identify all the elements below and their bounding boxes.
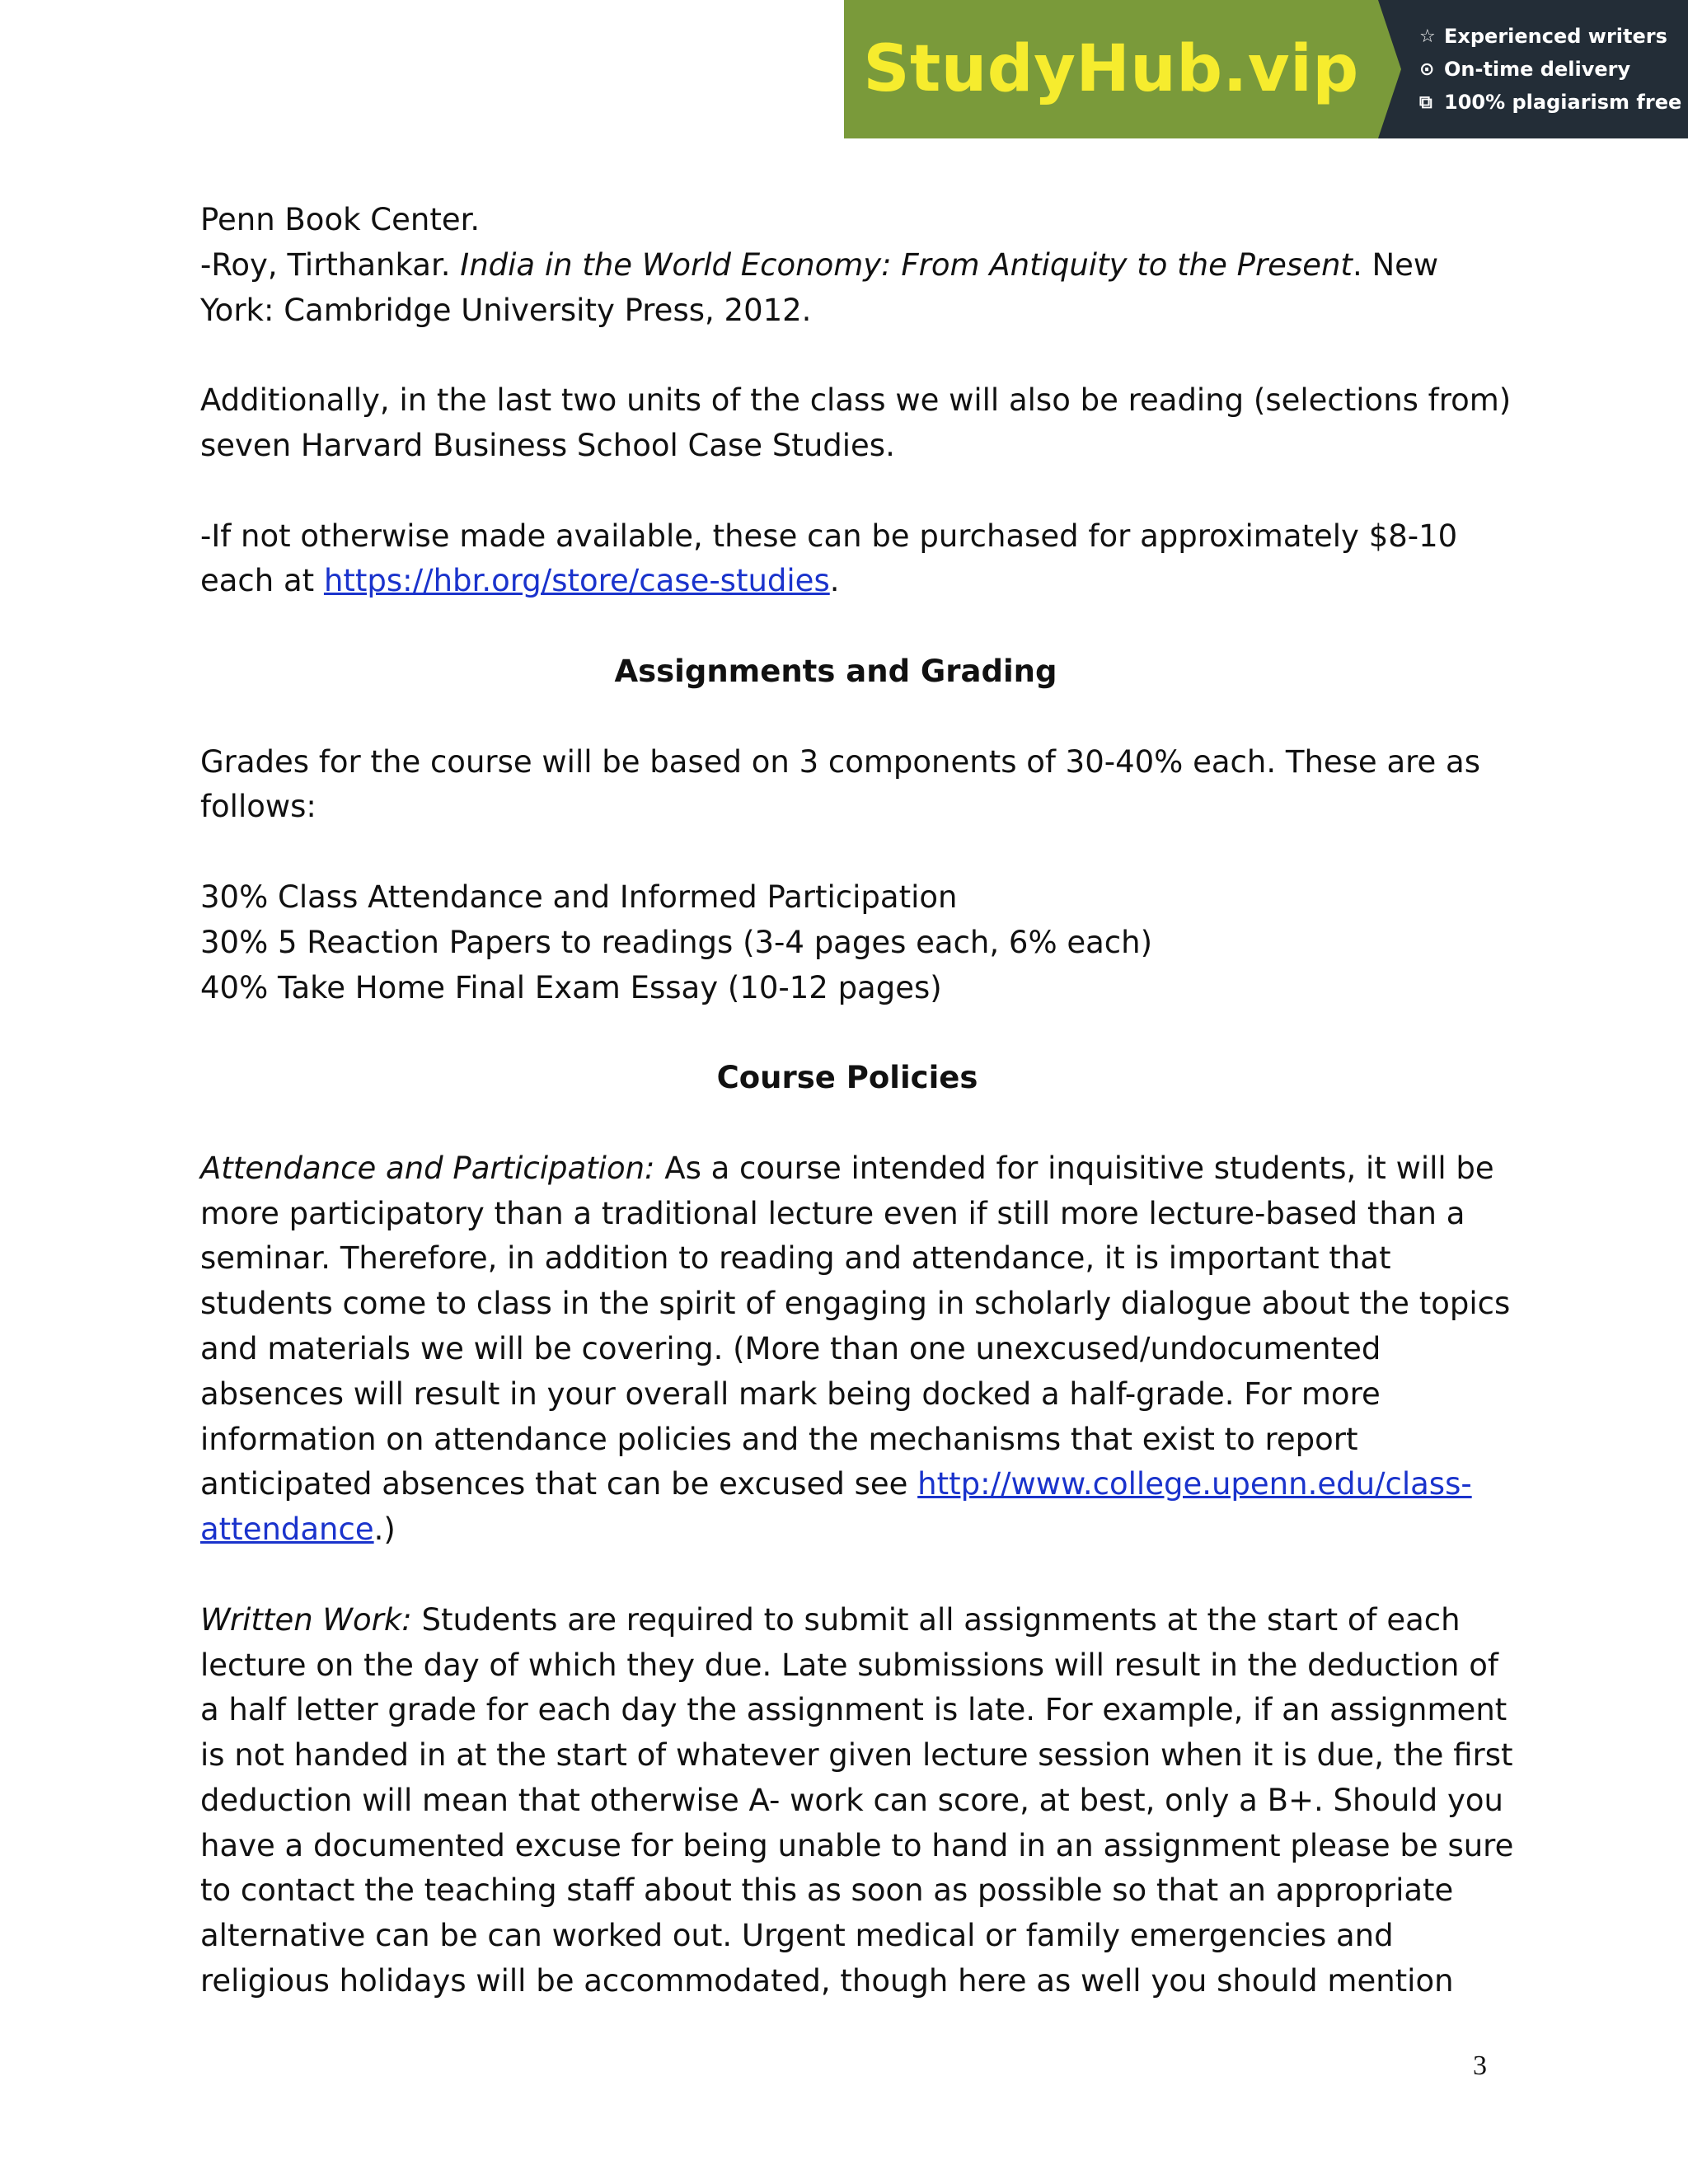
studyhub-banner[interactable] <box>844 0 1688 138</box>
banner-features <box>1401 0 1688 138</box>
written-line-2: lecture on the day of which they due. Late submissions will result in the deduction of <box>200 1647 1498 1683</box>
attendance-line-9 <box>200 1507 1494 1553</box>
attendance-line-5: and materials we will be covering. (More than one unexcused/undocumented <box>200 1330 1381 1366</box>
biblio-prefix: -Roy, Tirthankar. <box>200 246 461 283</box>
grades-intro-line-2: follows: <box>200 789 316 825</box>
attendance-line-8 <box>200 1462 1494 1507</box>
book-title: India in the World Economy: From Antiquity to the Present <box>460 246 1353 283</box>
biblio-line-2 <box>200 243 1494 288</box>
purchase-suffix: . <box>829 563 840 599</box>
brand-panel <box>844 0 1378 138</box>
feature-on-time-delivery <box>1419 53 1688 86</box>
purchase-line-1: -If not otherwise made available, these can be purchased for approximately $8-10 <box>200 518 1458 554</box>
grade-item: 40% Take Home Final Exam Essay (10-12 pages) <box>200 969 942 1005</box>
star-icon: ☆ <box>1419 26 1436 47</box>
attendance-line-4: students come to class in the spirit of engaging in scholarly dialogue about the topics <box>200 1286 1511 1322</box>
grades-intro-line-1: Grades for the course will be based on 3 components of 30-40% each. These are as <box>200 743 1481 780</box>
biblio-line-1: Penn Book Center. <box>200 202 481 237</box>
studyhub-logo[interactable]: StudyHub.vip <box>863 32 1359 106</box>
spacer <box>200 604 1494 649</box>
feature-label: Experienced writers <box>1444 25 1667 48</box>
hbr-case-studies-link[interactable]: https://hbr.org/store/case-studies <box>323 563 830 599</box>
feature-label: On-time delivery <box>1444 58 1631 81</box>
policies-heading: Course Policies <box>716 1060 978 1096</box>
upenn-attendance-link-part-2[interactable]: attendance <box>200 1511 374 1548</box>
spacer <box>200 830 1494 875</box>
biblio-suffix: . New <box>1352 246 1439 283</box>
additional-line-1: Additionally, in the last two units of the class we will also be reading (selections from) <box>200 382 1512 419</box>
written-line-5: deduction will mean that otherwise A- work can score, at best, only a B+. Should you <box>200 1782 1504 1818</box>
copy-icon: ⧉ <box>1419 91 1432 113</box>
spacer <box>200 333 1494 378</box>
feature-label: 100% plagiarism free <box>1444 91 1682 114</box>
written-label: Written Work: <box>200 1601 412 1638</box>
spacer <box>200 695 1494 740</box>
purchase-prefix: each at <box>200 563 324 599</box>
spacer <box>200 469 1494 514</box>
written-line-4: is not handed in at the start of whatever given lecture session when it is due, the first <box>200 1737 1513 1774</box>
feature-experienced-writers <box>1419 20 1688 53</box>
written-line-9: religious holidays will be accommodated, though here as well you should mention <box>200 1963 1454 1999</box>
spacer <box>200 1010 1494 1056</box>
attendance-text: anticipated absences that can be excused see <box>200 1466 918 1502</box>
written-line-7: to contact the teaching staff about this as soon as possible so that an appropriate <box>200 1872 1454 1909</box>
spacer <box>200 1553 1494 1598</box>
document-page <box>200 198 1514 2004</box>
written-line-1 <box>200 1598 1494 1643</box>
written-line-8: alternative can be can worked out. Urgent medical or family emergencies and <box>200 1918 1394 1954</box>
purchase-line-2 <box>200 559 1494 604</box>
upenn-attendance-link-part-1[interactable]: http://www.college.upenn.edu/class- <box>917 1466 1472 1502</box>
attendance-line-6: absences will result in your overall mark being docked a half-grade. For more <box>200 1376 1381 1412</box>
attendance-text: As a course intended for inquisitive students, it will be <box>654 1150 1494 1186</box>
additional-line-2: seven Harvard Business School Case Studies. <box>200 427 895 463</box>
spacer <box>200 1101 1494 1146</box>
attendance-text: .) <box>373 1511 396 1548</box>
written-text: Students are required to submit all assignments at the start of each <box>411 1601 1461 1638</box>
attendance-line-2: more participatory than a traditional lecture even if still more lecture-based than a <box>200 1195 1465 1231</box>
clock-icon: ⊙ <box>1419 59 1435 80</box>
grade-item: 30% Class Attendance and Informed Participation <box>200 879 958 915</box>
feature-plagiarism-free <box>1419 86 1688 119</box>
banner-divider-arrow <box>1378 0 1401 138</box>
grade-item: 30% 5 Reaction Papers to readings (3-4 pages each, 6% each) <box>200 924 1153 960</box>
attendance-label: Attendance and Participation: <box>200 1150 655 1186</box>
assignments-heading: Assignments and Grading <box>614 653 1057 689</box>
attendance-line-3: seminar. Therefore, in addition to reading and attendance, it is important that <box>200 1240 1391 1277</box>
page-number: 3 <box>1473 2050 1487 2081</box>
biblio-line-3: York: Cambridge University Press, 2012. <box>200 292 812 328</box>
written-line-3: a half letter grade for each day the assignment is late. For example, if an assignment <box>200 1692 1507 1728</box>
attendance-line-7: information on attendance policies and the mechanisms that exist to report <box>200 1421 1358 1457</box>
attendance-line-1 <box>200 1146 1494 1192</box>
written-line-6: have a documented excuse for being unable to hand in an assignment please be sure <box>200 1827 1514 1863</box>
